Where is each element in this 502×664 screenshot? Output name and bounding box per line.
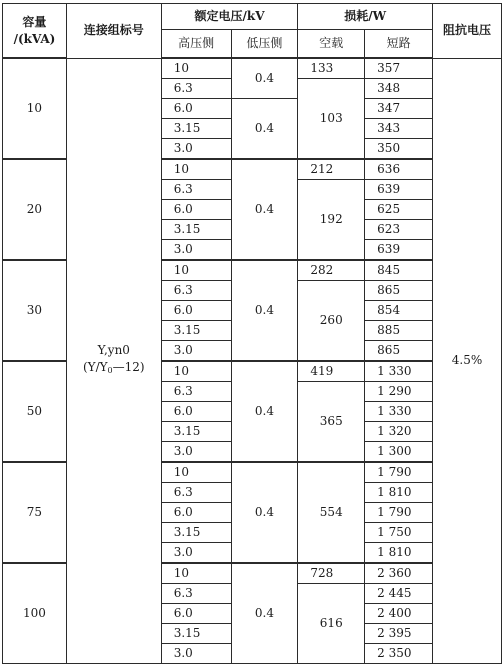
short-circuit-cell: 2 445 <box>365 584 433 604</box>
hv-cell: 3.0 <box>161 240 231 261</box>
short-circuit-cell: 1 810 <box>365 543 433 564</box>
rated-voltage-header: 额定电压/kV <box>161 4 298 30</box>
hv-cell: 10 <box>161 462 231 483</box>
transformer-spec-table <box>2 3 502 664</box>
lv-cell: 0.4 <box>231 260 298 361</box>
short-circuit-cell: 1 790 <box>365 503 433 523</box>
hv-cell: 6.3 <box>161 584 231 604</box>
short-circuit-cell: 2 400 <box>365 604 433 624</box>
hv-cell: 6.0 <box>161 604 231 624</box>
short-circuit-cell: 1 300 <box>365 442 433 463</box>
hv-cell: 6.0 <box>161 301 231 321</box>
capacity-cell: 10 <box>3 58 67 159</box>
hv-cell: 3.15 <box>161 321 231 341</box>
hv-cell: 3.15 <box>161 119 231 139</box>
no-load-cell: 103 <box>298 79 365 160</box>
hv-cell: 10 <box>161 58 231 79</box>
short-circuit-cell: 357 <box>365 58 433 79</box>
short-circuit-cell: 1 330 <box>365 402 433 422</box>
no-load-cell: 419 <box>298 361 365 382</box>
hv-cell: 10 <box>161 159 231 180</box>
no-load-cell: 728 <box>298 563 365 584</box>
impedance-header: 阻抗电压 <box>433 4 502 59</box>
lv-cell: 0.4 <box>231 99 298 160</box>
capacity-cell: 75 <box>3 462 67 563</box>
capacity-cell: 100 <box>3 563 67 664</box>
hv-cell: 3.0 <box>161 442 231 463</box>
short-circuit-cell: 350 <box>365 139 433 160</box>
hv-cell: 6.3 <box>161 79 231 99</box>
short-circuit-cell: 636 <box>365 159 433 180</box>
hv-cell: 3.15 <box>161 523 231 543</box>
connection-group-line2 <box>67 359 161 379</box>
capacity-header-line2: /(kVA) <box>13 31 56 46</box>
short-circuit-cell: 2 360 <box>365 563 433 584</box>
short-circuit-cell: 1 750 <box>365 523 433 543</box>
no-load-header: 空载 <box>298 30 365 59</box>
lv-cell: 0.4 <box>231 159 298 260</box>
no-load-cell: 554 <box>298 462 365 563</box>
short-circuit-header: 短路 <box>365 30 433 59</box>
no-load-cell: 365 <box>298 382 365 463</box>
table-row <box>3 58 502 79</box>
no-load-cell: 212 <box>298 159 365 180</box>
short-circuit-cell: 1 330 <box>365 361 433 382</box>
hv-cell: 3.0 <box>161 139 231 160</box>
connection-group-cell <box>66 58 161 664</box>
short-circuit-cell: 639 <box>365 180 433 200</box>
short-circuit-cell: 343 <box>365 119 433 139</box>
hv-cell: 6.0 <box>161 99 231 119</box>
hv-cell: 6.0 <box>161 503 231 523</box>
short-circuit-cell: 845 <box>365 260 433 281</box>
hv-cell: 6.3 <box>161 180 231 200</box>
connection-header: 连接组标号 <box>66 4 161 59</box>
connection-group-suffix: —12) <box>112 360 145 375</box>
short-circuit-cell: 1 290 <box>365 382 433 402</box>
capacity-header-line1: 容量 <box>22 14 47 29</box>
short-circuit-cell: 865 <box>365 341 433 362</box>
hv-side-header: 高压侧 <box>161 30 231 59</box>
short-circuit-cell: 885 <box>365 321 433 341</box>
short-circuit-cell: 1 790 <box>365 462 433 483</box>
capacity-cell: 20 <box>3 159 67 260</box>
short-circuit-cell: 2 395 <box>365 624 433 644</box>
hv-cell: 3.0 <box>161 341 231 362</box>
hv-cell: 3.15 <box>161 220 231 240</box>
no-load-cell: 260 <box>298 281 365 362</box>
hv-cell: 3.15 <box>161 624 231 644</box>
short-circuit-cell: 348 <box>365 79 433 99</box>
lv-cell: 0.4 <box>231 58 298 99</box>
short-circuit-cell: 1 810 <box>365 483 433 503</box>
no-load-cell: 616 <box>298 584 365 664</box>
hv-cell: 3.15 <box>161 422 231 442</box>
capacity-cell: 30 <box>3 260 67 361</box>
lv-cell: 0.4 <box>231 361 298 462</box>
hv-cell: 6.0 <box>161 402 231 422</box>
loss-header: 损耗/W <box>298 4 433 30</box>
short-circuit-cell: 625 <box>365 200 433 220</box>
no-load-cell: 192 <box>298 180 365 261</box>
hv-cell: 10 <box>161 260 231 281</box>
short-circuit-cell: 347 <box>365 99 433 119</box>
lv-cell: 0.4 <box>231 563 298 664</box>
hv-cell: 6.0 <box>161 200 231 220</box>
hv-cell: 6.3 <box>161 382 231 402</box>
connection-group-line1: Y,yn0 <box>97 343 130 358</box>
connection-group-prefix: (Y/Y <box>82 360 108 375</box>
no-load-cell: 133 <box>298 58 365 79</box>
short-circuit-cell: 854 <box>365 301 433 321</box>
lv-side-header: 低压侧 <box>231 30 298 59</box>
hv-cell: 6.3 <box>161 281 231 301</box>
impedance-cell: 4.5% <box>433 58 502 664</box>
hv-cell: 3.0 <box>161 543 231 564</box>
hv-cell: 6.3 <box>161 483 231 503</box>
hv-cell: 10 <box>161 361 231 382</box>
short-circuit-cell: 623 <box>365 220 433 240</box>
capacity-header <box>3 4 67 59</box>
lv-cell: 0.4 <box>231 462 298 563</box>
connection-group-subscript: 0 <box>107 366 113 376</box>
short-circuit-cell: 2 350 <box>365 644 433 664</box>
no-load-cell: 282 <box>298 260 365 281</box>
short-circuit-cell: 639 <box>365 240 433 261</box>
short-circuit-cell: 865 <box>365 281 433 301</box>
capacity-cell: 50 <box>3 361 67 462</box>
hv-cell: 10 <box>161 563 231 584</box>
hv-cell: 3.0 <box>161 644 231 664</box>
short-circuit-cell: 1 320 <box>365 422 433 442</box>
